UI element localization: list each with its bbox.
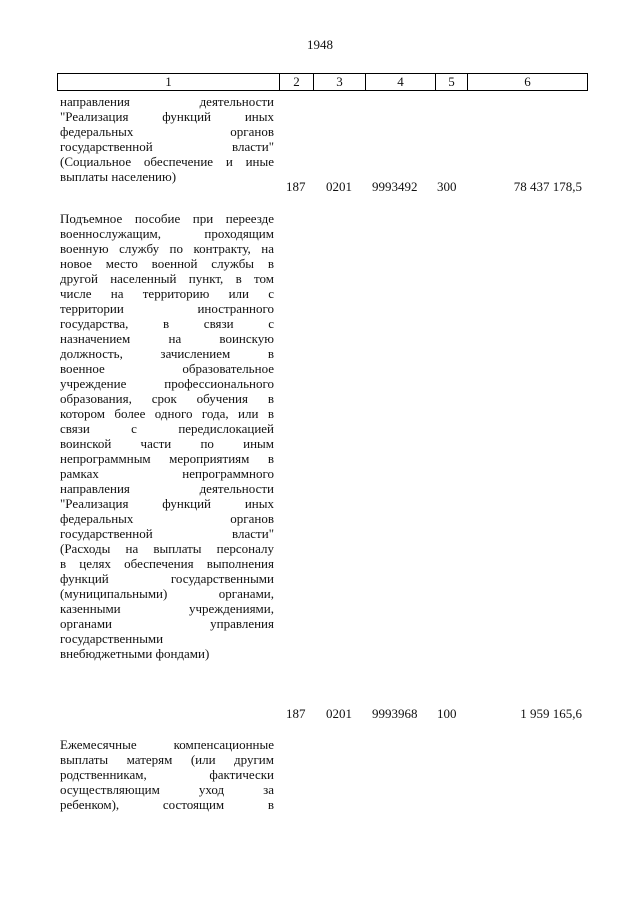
- row-1-vr: 300: [437, 179, 457, 194]
- row-2-rzpr: 0201: [326, 706, 352, 721]
- row-2-line: территории иностранного: [60, 301, 274, 316]
- row-1-line: государственной власти": [60, 139, 274, 154]
- row-2-line: государства, в связи с: [60, 316, 274, 331]
- row-3-line: Ежемесячные компенсационные: [60, 737, 274, 752]
- page-number: 1948: [307, 37, 333, 52]
- row-2-line: числе на территорию или с: [60, 286, 274, 301]
- row-2-line: функций государственными: [60, 571, 274, 586]
- row-2-line: военную службу по контракту, на: [60, 241, 274, 256]
- row-2-vr: 100: [437, 706, 457, 721]
- row-2-line: "Реализация функций иных: [60, 496, 274, 511]
- row-2-line: учреждение профессионального: [60, 376, 274, 391]
- row-1-ved: 187: [286, 179, 306, 194]
- row-2-line: назначением на воинскую: [60, 331, 274, 346]
- row-3-line: осуществляющим уход за: [60, 782, 274, 797]
- header-col-4: 4: [365, 74, 435, 90]
- row-2-line: (муниципальными) органами,: [60, 586, 274, 601]
- row-2-line: военнослужащим, проходящим: [60, 226, 274, 241]
- row-2-line: новое место военной службы в: [60, 256, 274, 271]
- row-2-line: должность, зачислением в: [60, 346, 274, 361]
- header-col-2: 2: [279, 74, 313, 90]
- row-2-line: внебюджетными фондами): [60, 646, 210, 661]
- row-2-line: Подъемное пособие при переезде: [60, 211, 274, 226]
- row-2-line: воинской части по иным: [60, 436, 274, 451]
- row-1-description: [60, 94, 274, 184]
- row-2-line: казенными учреждениями,: [60, 601, 274, 616]
- row-1-csr: 9993492: [372, 179, 418, 194]
- row-2-csr: 9993968: [372, 706, 418, 721]
- row-2-line: государственной власти": [60, 526, 274, 541]
- row-1-rzpr: 0201: [326, 179, 352, 194]
- row-2-line: котором более одного года, или в: [60, 406, 274, 421]
- row-1-line: направления деятельности: [60, 94, 274, 109]
- row-1-line: выплаты населению): [60, 169, 177, 184]
- row-2-line: рамках непрограммного: [60, 466, 274, 481]
- header-col-6: 6: [467, 74, 587, 90]
- row-2-line: (Расходы на выплаты персоналу: [60, 541, 274, 556]
- row-2-sum: 1 959 165,6: [520, 706, 582, 721]
- row-2-line: в целях обеспечения выполнения: [60, 556, 274, 571]
- row-2-line: связи с передислокацией: [60, 421, 274, 436]
- row-2-line: военное образовательное: [60, 361, 274, 376]
- row-3-line: ребенком), состоящим в: [60, 797, 274, 812]
- row-3-description: [60, 737, 274, 812]
- row-2-line: государственными: [60, 631, 164, 646]
- row-2-line: органами управления: [60, 616, 274, 631]
- row-2-ved: 187: [286, 706, 306, 721]
- row-1-line: (Социальное обеспечение и иные: [60, 154, 274, 169]
- row-2-line: направления деятельности: [60, 481, 274, 496]
- row-1-line: "Реализация функций иных: [60, 109, 274, 124]
- row-2-description: [60, 211, 274, 661]
- row-3-line: выплаты матерям (или другим: [60, 752, 274, 767]
- header-col-1: 1: [165, 74, 172, 89]
- row-2-line: другой населенный пункт, в том: [60, 271, 274, 286]
- row-3-line: родственникам, фактически: [60, 767, 274, 782]
- header-col-3: 3: [313, 74, 365, 90]
- row-2-line: непрограммным мероприятиям в: [60, 451, 274, 466]
- row-1-sum: 78 437 178,5: [513, 179, 582, 194]
- row-2-line: федеральных органов: [60, 511, 274, 526]
- row-2-line: образования, срок обучения в: [60, 391, 274, 406]
- row-1-line: федеральных органов: [60, 124, 274, 139]
- header-col-5: 5: [435, 74, 467, 90]
- table-header: [57, 73, 588, 91]
